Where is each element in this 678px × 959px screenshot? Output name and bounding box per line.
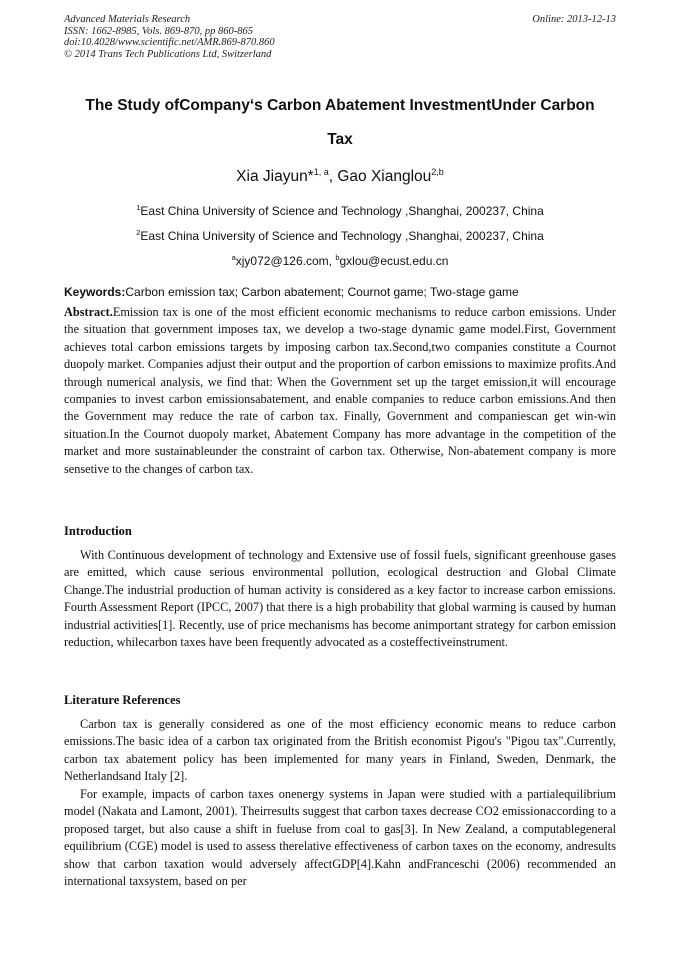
affiliation-2-text: East China University of Science and Technology ,Shanghai, 200237, China [140,229,544,243]
journal-copyright: © 2014 Trans Tech Publications Ltd, Switzerland [64,48,272,60]
paper-title-line-2: Tax [327,131,353,148]
author-1-sup: 1, a [313,167,329,177]
email-b: gxlou@ecust.edu.cn [339,254,449,268]
author-list [64,167,616,186]
keywords [64,285,616,299]
email-a-sup: a [231,253,236,262]
online-date: Online: 2013-12-13 [532,14,616,25]
author-2-sup: 2,b [431,167,444,177]
journal-doi: doi:10.4028/www.scientific.net/AMR.869-870.860 [64,37,275,48]
keywords-label: Keywords: [64,285,126,299]
literature-paragraph-1: Carbon tax is generally considered as one of the most efficiency economic means to reduce carbon emissions.The basic idea of a carbon tax originated from the British economist Pigou's "Pigou tax".Currently, carbon tax abatement policy has been implemented for many years in Finland, Sweden, Denmark, the Netherlandsand Italy [2]. [64,717,616,784]
literature-heading: Literature References [64,693,181,707]
author-emails [64,253,616,268]
abstract [64,304,616,478]
abstract-text: Emission tax is one of the most efficient economic mechanisms to reduce carbon emissions. Under the situation that government imposes tax, we develop a two-stage dynamic game model.First, Government achieves total carbon emissions targets by imposing carbon tax.Second,two companies constitute a Cournot duopoly market. Companies adjust their output and the proportion of carbon emissions to maximize profits.And through numerical analysis, we find that: When the Government set up the target emission,it will encourage companies to invest carbon emissionsabatement, and enable companies to reduce carbon emissions.And then the Government may reduce the rate of carbon tax. Finally, Government and companiescan get win-win situation.In the Cournot duopoly market, Abatement Company has more advantage in the competition of the market and more sustainableunder the constraint of carbon tax. Otherwise, Non-abatement company is more sensetive to the changes of carbon tax. [64,305,616,476]
affiliation-1 [64,203,616,218]
affiliation-2-sup: 2 [136,228,141,237]
affiliation-2 [64,228,616,243]
author-1-name: Xia Jiayun* [236,168,314,185]
email-a: xjy072@126.com, [235,254,336,268]
journal-issn: ISSN: 1662-8985, Vols. 869-870, pp 860-865 [64,25,253,37]
keywords-text: Carbon emission tax; Carbon abatement; Cournot game; Two-stage game [125,285,519,299]
affiliation-1-text: East China University of Science and Technology ,Shanghai, 200237, China [140,204,544,218]
paper-title [64,89,616,157]
affiliation-1-sup: 1 [136,203,141,212]
abstract-label: Abstract. [64,305,113,319]
introduction-paragraph: With Continuous development of technology and Extensive use of fossil fuels, significant greenhouse gases are emitted, which cause serious environmental pollution, ecological destruction and Global Climate Change.The industrial production of human activity is considered as a key factor to increase carbon emissions. Fourth Assessment Report (IPCC, 2007) that there is a high probability that global warming is caused by human industrial activities[1]. Recently, use of price mechanisms has become animportant strategy for carbon emission reduction, whilecarbon taxes have been frequently advocated as a costeffectiveinstrument. [64,548,616,650]
paper-title-line-1: The Study ofCompany‘s Carbon Abatement InvestmentUnder Carbon [85,97,595,114]
literature-paragraph-2: For example, impacts of carbon taxes onenergy systems in Japan were studied with a partialequilibrium model (Nakata and Lamont, 2001). Theirresults suggest that carbon taxes decrease CO2 emissionaccording to a proposed target, but also cause a shift in fueluse from coal to gas[3]. In New Zealand, a computablegeneral equilibrium (CGE) model is used to assess therelative effectiveness of carbon taxes on the economy, andresults show that carbon taxation would adversely affectGDP[4].Kahn andFranceschi (2006) recommended an international taxsystem, based on per [64,787,616,889]
author-separator: , [328,168,338,185]
journal-header [64,14,616,60]
introduction-heading: Introduction [64,524,132,538]
email-b-sup: b [335,253,340,262]
author-2-name: Gao Xianglou [337,168,432,185]
journal-name: Advanced Materials Research [64,14,191,25]
